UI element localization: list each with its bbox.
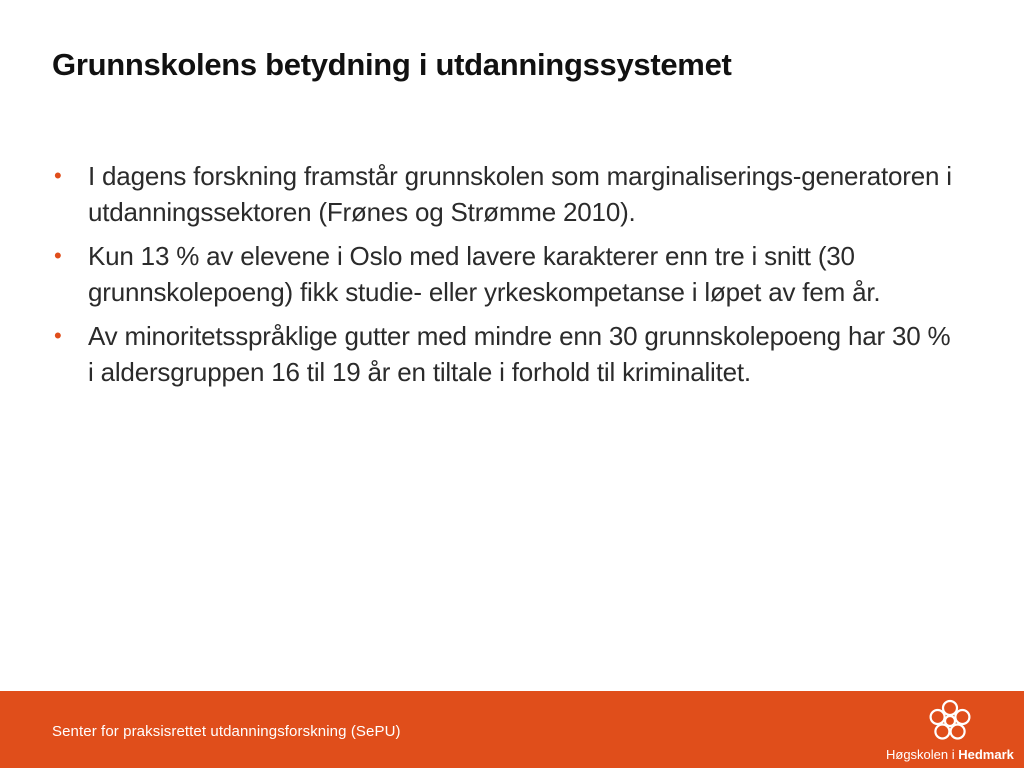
bullet-dot-icon: • [54, 243, 62, 268]
bullet-item [52, 318, 952, 390]
bullet-text: I dagens forskning framstår grunnskolen som marginaliserings-generatoren i utdanningssektoren (Frønes og Strømme 2010). [88, 161, 952, 227]
bullet-text: Av minoritetsspråklige gutter med mindre enn 30 grunnskolepoeng har 30 % i aldersgruppen 16 til 19 år en tiltale i forhold til kriminalitet. [88, 321, 951, 387]
logo-prefix: Høgskolen i [886, 747, 959, 762]
logo-name: Hedmark [958, 747, 1014, 762]
bullet-dot-icon: • [54, 163, 62, 188]
bullet-text: Kun 13 % av elevene i Oslo med lavere karakterer enn tre i snitt (30 grunnskolepoeng) fikk studie- eller yrkeskompetanse i løpet av fem år. [88, 241, 881, 307]
flower-knot-icon [928, 699, 972, 743]
bullet-item [52, 238, 952, 310]
bullet-dot-icon: • [54, 323, 62, 348]
slide-title: Grunnskolens betydning i utdanningssystemet [52, 47, 732, 82]
footer-text: Senter for praksisrettet utdanningsforskning (SePU) [52, 723, 401, 740]
logo-wordmark [886, 747, 1014, 762]
bullet-item [52, 158, 952, 230]
footer-bar [0, 691, 1024, 768]
bullet-list [52, 158, 952, 398]
